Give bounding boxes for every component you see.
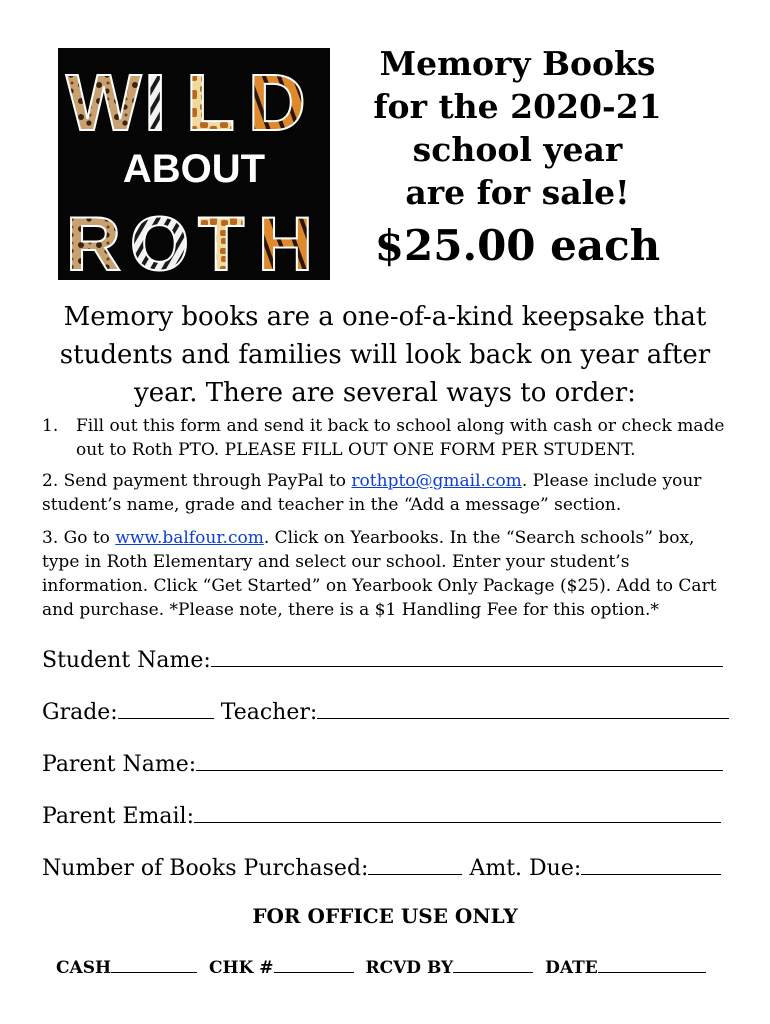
- step-number: 1.: [42, 416, 59, 436]
- grade-blank[interactable]: [118, 696, 214, 719]
- books-purchased-blank[interactable]: [368, 852, 462, 875]
- logo-letter-t: T: [198, 202, 245, 280]
- teacher-blank[interactable]: [317, 696, 729, 719]
- parent-name-label: Parent Name:: [42, 752, 197, 777]
- parent-email-blank[interactable]: [194, 800, 721, 823]
- order-step-3: [42, 526, 732, 622]
- date-blank[interactable]: [598, 955, 706, 973]
- books-purchased-field: [42, 852, 721, 884]
- header-line-1: Memory Books: [379, 44, 656, 83]
- logo-letter-i: I: [144, 58, 167, 147]
- logo-about-text: ABOUT: [122, 147, 266, 191]
- student-name-field: [42, 644, 723, 676]
- paypal-email-link[interactable]: rothpto@gmail.com: [351, 471, 522, 491]
- amt-due-label: Amt. Due:: [469, 856, 582, 881]
- office-use-title: FOR OFFICE USE ONLY: [252, 904, 518, 928]
- logo-letter-o: O: [130, 202, 190, 280]
- balfour-link[interactable]: www.balfour.com: [115, 528, 264, 548]
- price-text: $25.00 each: [374, 221, 661, 270]
- student-name-blank[interactable]: [211, 644, 723, 667]
- sale-header: [345, 42, 690, 276]
- amt-due-blank[interactable]: [581, 852, 721, 875]
- header-line-4: are for sale!: [405, 173, 630, 212]
- parent-email-field: [42, 800, 721, 832]
- grade-label: Grade:: [42, 700, 118, 725]
- logo-letter-d: D: [248, 58, 306, 147]
- student-name-label: Student Name:: [42, 648, 211, 673]
- logo-letter-l: L: [186, 58, 235, 147]
- rcvd-by-blank[interactable]: [453, 955, 533, 973]
- step-text-suffix: . Click on Yearbooks. In the “Search schools” box, type in Roth Elementary and select our school. Enter your student’s information. Click “Get Started” on Yearbook Only Package ($25). Add to Cart and purchase. *Please note, there is a $1 Handling Fee for this option.*: [42, 528, 717, 620]
- logo-letter-w: W: [66, 58, 142, 147]
- logo-letter-h: H: [258, 202, 313, 280]
- chk-blank[interactable]: [274, 955, 354, 973]
- grade-teacher-field: [42, 696, 729, 728]
- books-purchased-label: Number of Books Purchased:: [42, 856, 369, 881]
- step-text: Fill out this form and send it back to school along with cash or check made out to Roth PTO. PLEASE FILL OUT ONE FORM PER STUDENT.: [76, 416, 725, 460]
- step-text-prefix: 3. Go to: [42, 528, 116, 548]
- chk-label: CHK #: [208, 958, 274, 978]
- order-step-1: [42, 414, 732, 462]
- cash-label: CASH: [56, 958, 112, 978]
- teacher-label: Teacher:: [220, 700, 318, 725]
- wild-about-roth-logo: [58, 48, 330, 280]
- step-text-suffix: . Please include your student’s name, grade and teacher in the “Add a message” section.: [42, 471, 702, 515]
- intro-paragraph: Memory books are a one-of-a-kind keepsake that students and families will look back on year after year. There are several ways to order:: [59, 302, 711, 408]
- office-use-row: [56, 955, 712, 978]
- parent-name-field: [42, 748, 723, 780]
- rcvd-by-label: RCVD BY: [365, 958, 454, 978]
- parent-name-blank[interactable]: [196, 748, 723, 771]
- header-line-2: for the 2020-21: [373, 87, 662, 126]
- header-line-3: school year: [412, 130, 623, 169]
- step-text-prefix: 2. Send payment through PayPal to: [42, 471, 352, 491]
- date-label: DATE: [545, 958, 598, 978]
- cash-blank[interactable]: [111, 955, 197, 973]
- order-step-2: [42, 469, 732, 517]
- parent-email-label: Parent Email:: [42, 804, 194, 829]
- logo-letter-r: R: [66, 202, 121, 280]
